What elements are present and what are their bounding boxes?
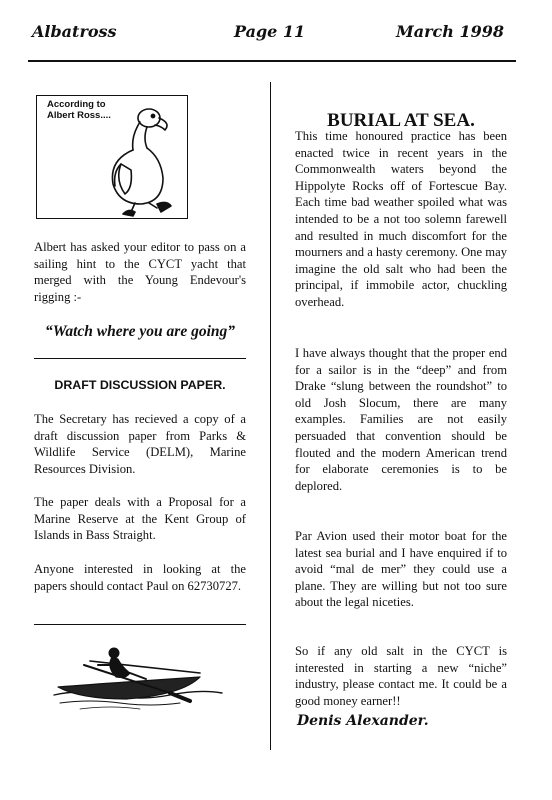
secretary-paragraph: The Secretary has recieved a copy of a draft discussion paper from Parks & Wildlife Service (DELM), Marine Resources Division.: [34, 412, 246, 476]
cartoon-caption-line1: According to: [47, 99, 106, 110]
draft-paper-heading: DRAFT DISCUSSION PAPER.: [54, 378, 226, 392]
albatross-cartoon-icon: [37, 96, 189, 220]
article-paragraph-4: So if any old salt in the CYCT is interested in starting a new “niche” industry, please contact me. It could be a good money earner!!: [295, 644, 507, 708]
issue-date: March 1998: [396, 22, 504, 41]
publication-name: Albatross: [32, 22, 117, 41]
sailing-hint-quote: “Watch where you are going”: [44, 323, 236, 340]
author-signature: Denis Alexander.: [297, 713, 429, 729]
albert-ross-cartoon: [36, 95, 188, 219]
article-title: BURIAL AT SEA.: [327, 110, 475, 131]
article-paragraph-1: This time honoured practice has been enacted twice in recent years in the Commonwealth waters beyond the Hippolyte Rocks off of Fortescue Bay. Each time bad weather spoiled what was intended to be a not too solemn farewell and resulted in much discomfort for the mourners and a hasty ceremony. One may imagine the old salt who had been the principal, if immobile actor, chuckling overhead.: [295, 129, 507, 309]
page-number: Page 11: [234, 22, 306, 41]
proposal-paragraph: The paper deals with a Proposal for a Marine Reserve at the Kent Group of Islands in Bass Straight.: [34, 495, 246, 543]
header-rule: [28, 60, 516, 62]
article-paragraph-2: I have always thought that the proper end for a sailor is in the “deep” and from Drake “slung between the roundshot” to old Josh Slocum, there are many examples. Families are not easily persuaded that convention should be flouted and the modern American trend for elaborate ceremonies is to be deplored.: [295, 346, 507, 493]
section-rule: [34, 358, 246, 359]
albert-paragraph: Albert has asked your editor to pass on a sailing hint to the CYCT yacht that merged with the Young Endevour's rigging :-: [34, 240, 246, 304]
cartoon-caption-line2: Albert Ross....: [47, 110, 111, 121]
page-header: [28, 22, 528, 50]
bottom-rule: [34, 624, 246, 625]
article-paragraph-3: Par Avion used their motor boat for the latest sea burial and I have enquired if to avoid “mal de mer” they could use a plane. They are willing but not too sure about the legal niceties.: [295, 529, 507, 610]
contact-paragraph: Anyone interested in looking at the papers should contact Paul on 62730727.: [34, 562, 246, 593]
column-divider: [270, 82, 271, 750]
rower-boat-icon: [50, 643, 226, 715]
